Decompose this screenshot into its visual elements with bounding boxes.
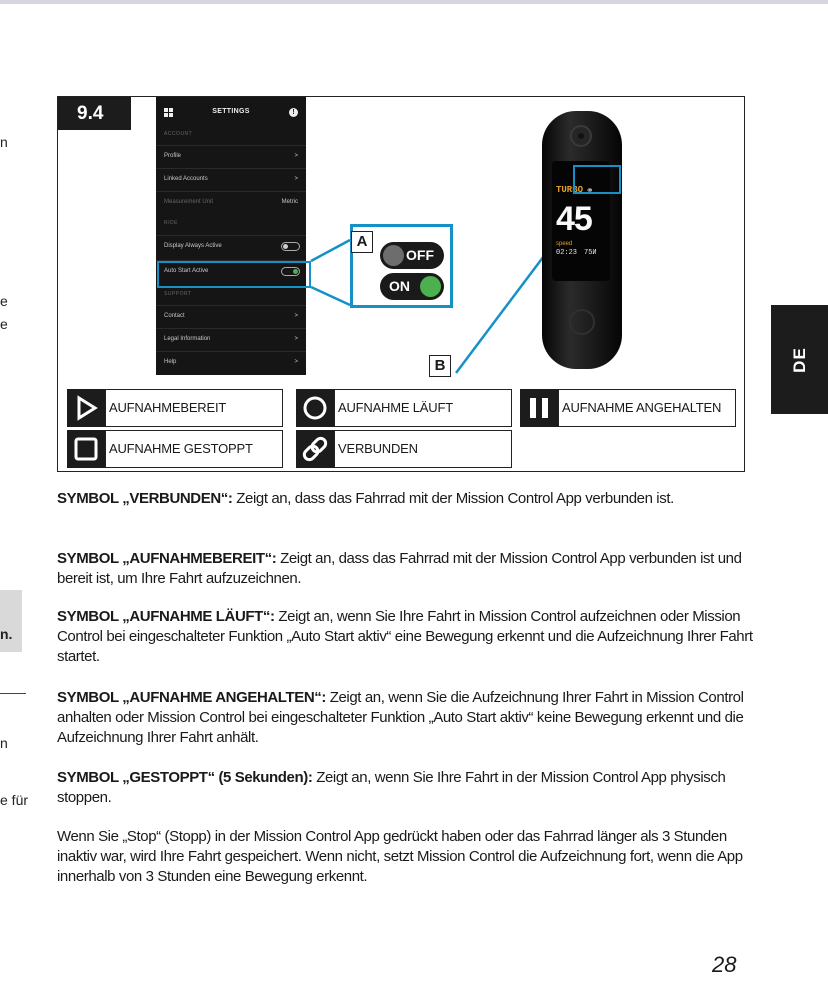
circle-record-icon — [296, 389, 334, 427]
ride-time: 02:23 — [556, 249, 578, 257]
paragraph-heading: SYMBOL „AUFNAHMEBEREIT“: — [57, 550, 277, 567]
language-tab — [771, 305, 828, 414]
page-number: 28 — [712, 952, 737, 977]
paragraph-stop-info — [57, 827, 757, 887]
legend-label: AUFNAHME GESTOPPT — [105, 430, 283, 468]
pause-icon — [520, 389, 558, 427]
link-chain-icon — [296, 430, 334, 468]
ride-distance: 75И — [584, 249, 597, 257]
paragraph-text: Zeigt an, wenn Sie die Aufzeichnung Ihrer Fahrt in Mission Control anhalten oder Mission Control bei eingeschalteter Funktion „Auto Start aktiv“ keine Bewegung erkennt und die Aufzeichnung Ihrer Fahrt anhält. — [57, 689, 744, 746]
callout-a-letter: A — [351, 231, 373, 253]
left-column-fragment: e — [0, 316, 8, 332]
left-column-fragment: n — [0, 735, 8, 751]
chevron-right-icon: > — [294, 176, 298, 182]
legend-label: AUFNAHME LÄUFT — [334, 389, 512, 427]
left-column-fragment: e — [0, 293, 8, 309]
figure-label: 9.4 — [58, 97, 131, 130]
paragraph-text: Zeigt an, wenn Sie Ihre Fahrt in Mission Control aufzeichnen oder Mission Control bei eingeschalteter Funktion „Auto Start aktiv“ eine Bewegung erkennt und die Aufzeichnung Ihrer Fahrt startet. — [57, 608, 753, 665]
bike-tracker-device — [542, 111, 622, 369]
row-label: Measurement Unit — [164, 199, 214, 205]
row-label: Help — [164, 359, 177, 365]
legend-label: AUFNAHME ANGEHALTEN — [558, 389, 736, 427]
section-ride: RIDE — [164, 220, 178, 226]
paragraph-heading: SYMBOL „GESTOPPT“ (5 Sekunden): — [57, 769, 313, 786]
speed-label: speed — [556, 241, 573, 247]
figure-9-4 — [57, 96, 745, 472]
row-value: Metric — [281, 199, 298, 205]
row-label: Profile — [164, 153, 182, 159]
legend-label: VERBUNDEN — [334, 430, 512, 468]
left-column-fragment: n. — [0, 626, 13, 642]
off-label: OFF — [406, 247, 434, 263]
row-label: Legal Information — [164, 336, 211, 342]
stop-square-icon — [67, 430, 105, 468]
paragraph-verbunden — [57, 489, 757, 509]
mode-label: TURBO — [556, 185, 584, 195]
paragraph-text: Zeigt an, dass das Fahrrad mit der Mission Control App verbunden ist und bereit ist, um Ihre Fahrt aufzuzeichnen. — [57, 550, 742, 587]
left-column-fragment: e für — [0, 792, 29, 808]
paragraph-aufnahme-laeuft — [57, 607, 757, 667]
section-support: SUPPORT — [164, 291, 192, 297]
row-label: Contact — [164, 313, 185, 319]
paragraph-heading: SYMBOL „AUFNAHME LÄUFT“: — [57, 608, 275, 625]
paragraph-text: Wenn Sie „Stop“ (Stopp) in der Mission Control App gedrückt haben oder das Fahrrad länger als 3 Stunden inaktiv war, wird Ihre Fahrt gespeichert. Wenn nicht, setzt Mission Control die Aufzeichnung fort, wenn die App innerhalb von 3 Stunden eine Bewegung erkennt. — [57, 828, 743, 885]
chevron-right-icon: > — [294, 359, 298, 365]
info-icon: ! — [289, 108, 298, 117]
power-button-icon — [569, 309, 595, 335]
on-toggle-icon — [380, 273, 444, 300]
device-sensor — [570, 125, 592, 147]
off-toggle-icon — [380, 242, 444, 269]
paragraph-aufnahme-angehalten — [57, 688, 757, 748]
row-label: Auto Start Active — [164, 268, 209, 274]
paragraph-heading: SYMBOL „VERBUNDEN“: — [57, 490, 233, 507]
left-column-fragment: n — [0, 134, 8, 150]
paragraph-heading: SYMBOL „AUFNAHME ANGEHALTEN“: — [57, 689, 326, 706]
section-account: ACCOUNT — [164, 131, 193, 137]
play-triangle-icon — [67, 389, 105, 427]
row-label: Linked Accounts — [164, 176, 208, 182]
settings-title: SETTINGS — [212, 108, 250, 115]
device-status-highlight — [573, 165, 621, 194]
paragraph-text: Zeigt an, dass das Fahrrad mit der Mission Control App verbunden ist. — [232, 490, 674, 507]
paragraph-gestoppt — [57, 768, 757, 808]
top-border — [0, 0, 828, 4]
on-label: ON — [389, 278, 410, 294]
speed-value: 45 — [556, 200, 592, 238]
chevron-right-icon: > — [294, 336, 298, 342]
paragraph-text: Zeigt an, wenn Sie Ihre Fahrt in der Mission Control App physisch stoppen. — [57, 769, 726, 806]
chevron-right-icon: > — [294, 313, 298, 319]
chevron-right-icon: > — [294, 153, 298, 159]
row-label: Display Always Active — [164, 243, 222, 249]
legend-label: AUFNAHMEBEREIT — [105, 389, 283, 427]
language-tab-label: DE — [789, 346, 809, 373]
callout-b-letter: B — [429, 355, 451, 377]
paragraph-aufnahmebereit — [57, 549, 757, 589]
left-divider — [0, 693, 26, 694]
link-chain-icon: ⚭ — [586, 185, 594, 195]
